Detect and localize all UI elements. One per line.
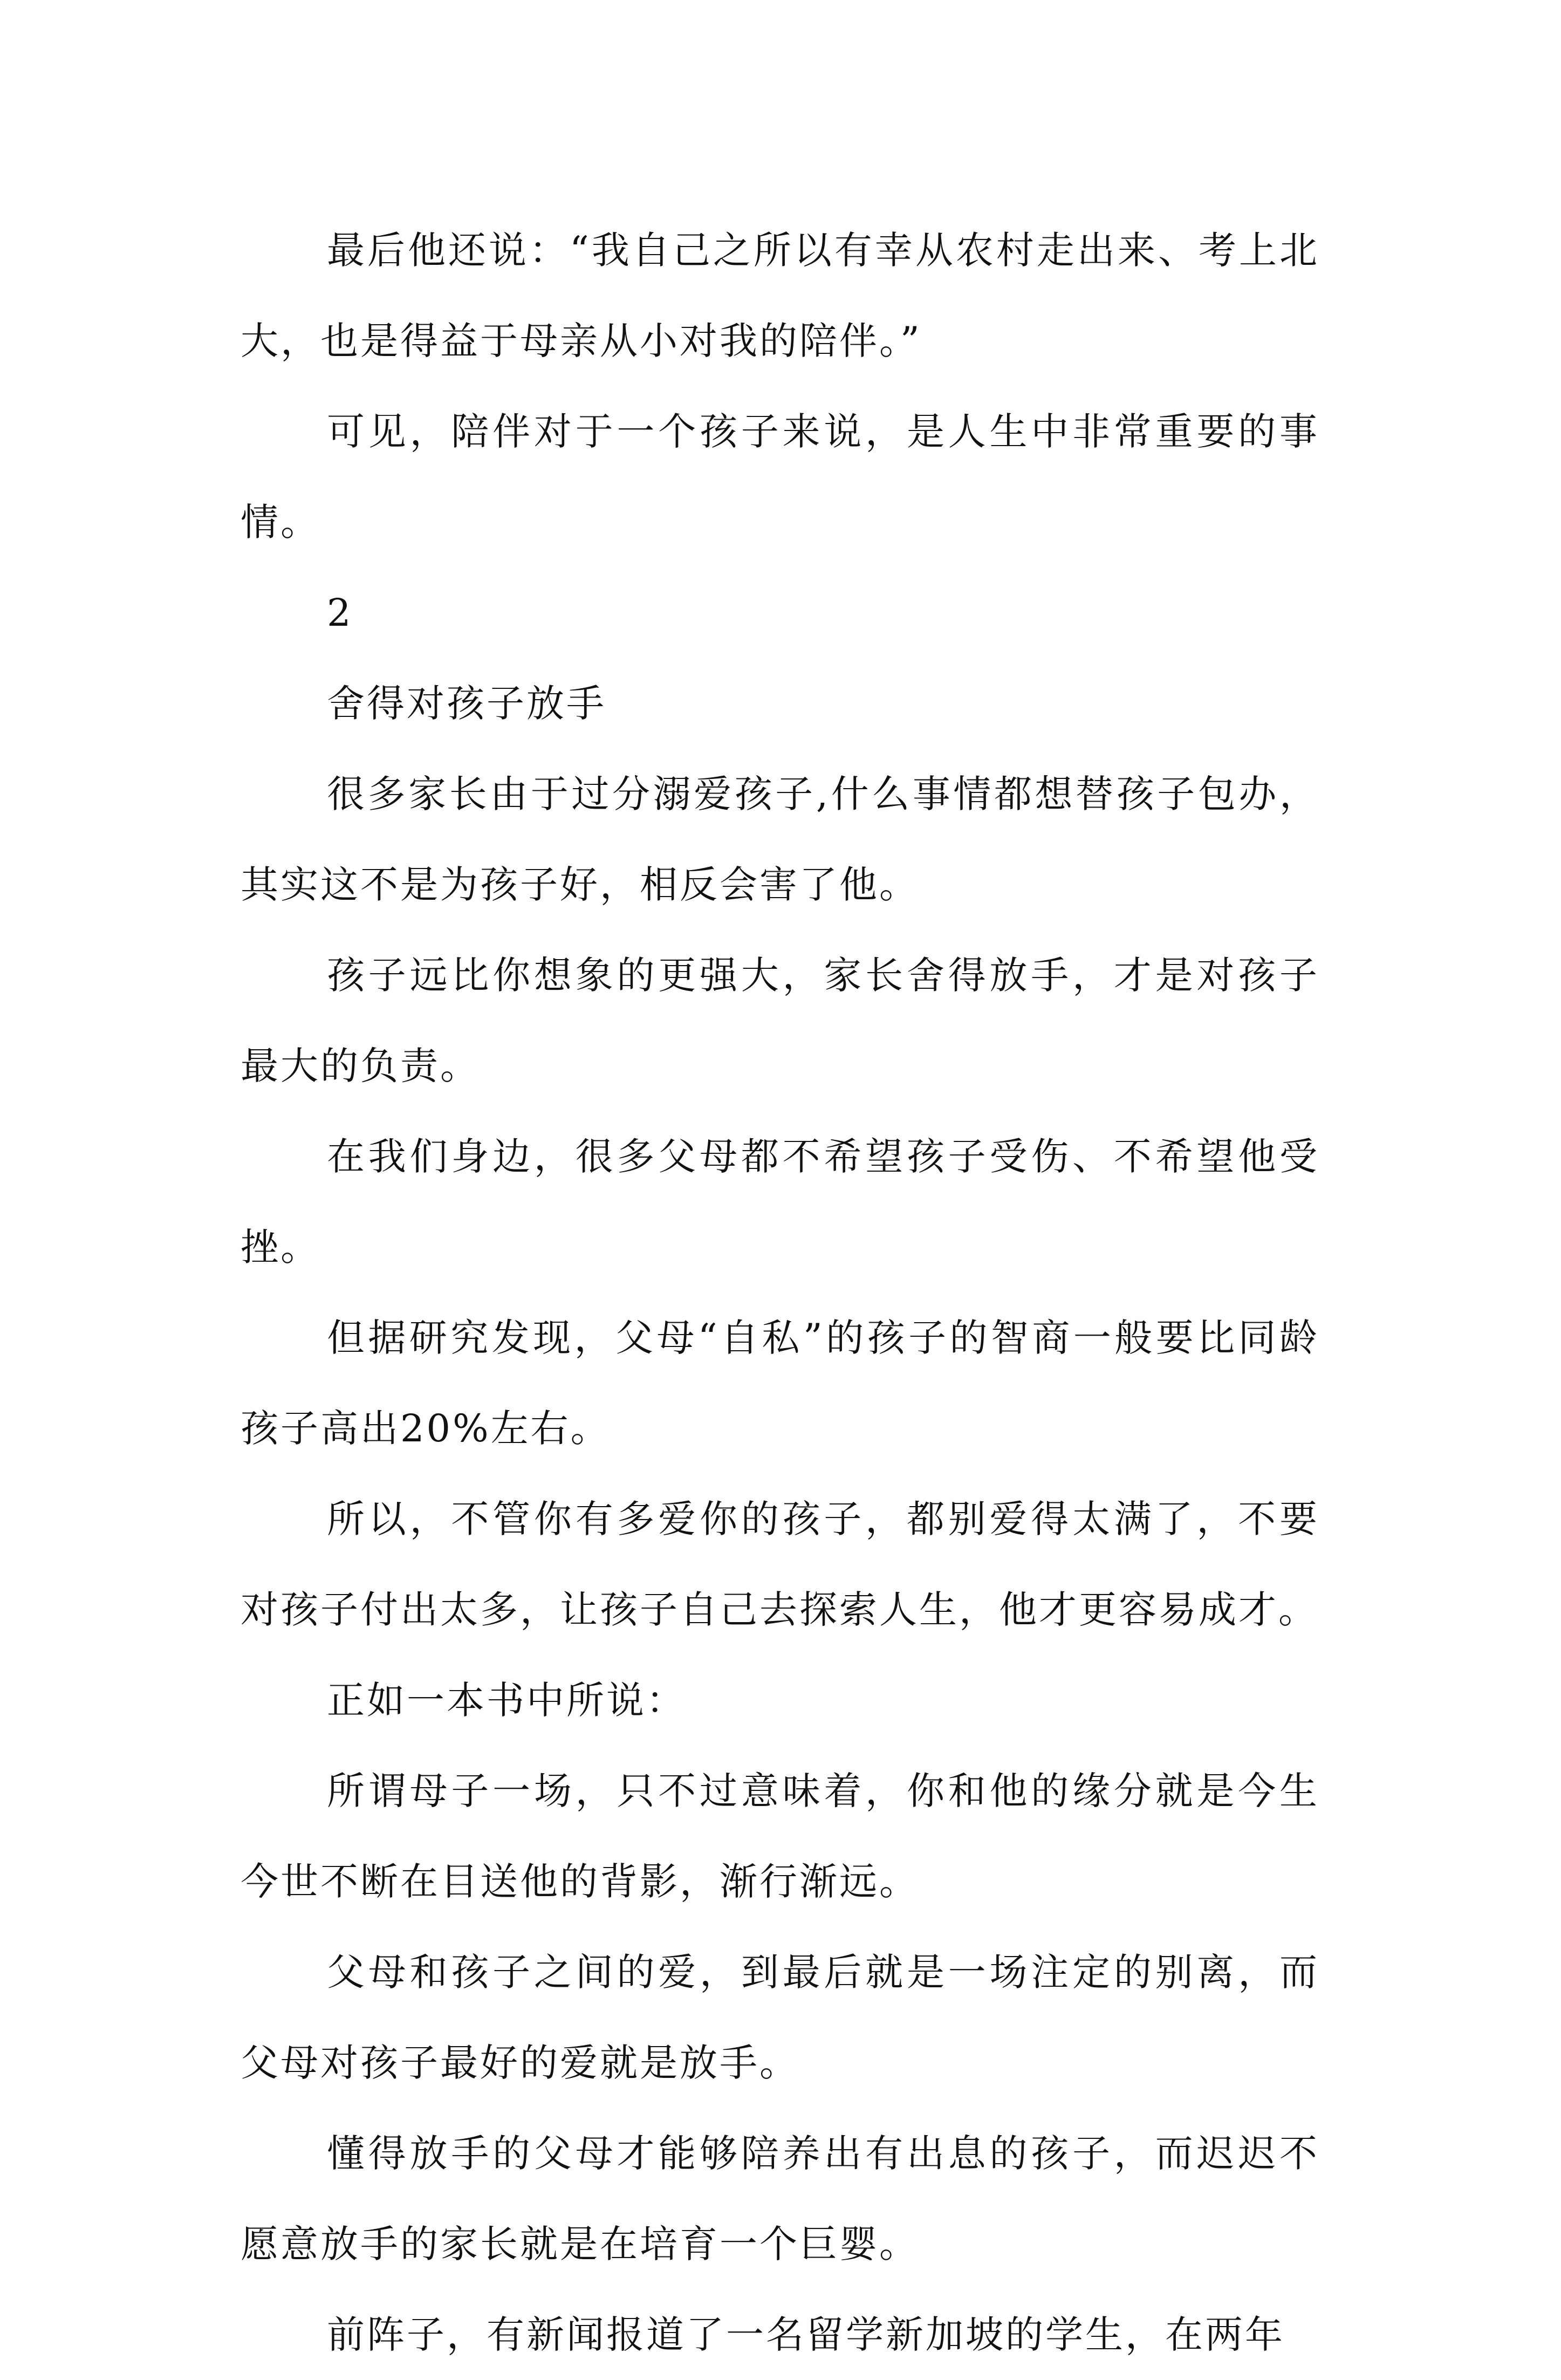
paragraph-13: 懂得放手的父母才能够陪养出有出息的孩子，而迟迟不愿意放手的家长就是在培育一个巨婴。	[241, 2131, 1319, 2266]
paragraph-14: 前阵子，有新闻报道了一名留学新加坡的学生，在两年	[327, 2313, 1285, 2357]
paragraph-10: 正如一本书中所说：	[327, 1678, 686, 1722]
paragraph-11: 所谓母子一场，只不过意味着，你和他的缘分就是今生今世不断在目送他的背影，渐行渐远。	[241, 1769, 1319, 1904]
section-heading: 舍得对孩子放手	[327, 681, 606, 726]
paragraph-8: 但据研究发现，父母“自私”的孩子的智商一般要比同龄孩子高出20%左右。	[241, 1316, 1319, 1451]
paragraph-12: 父母和孩子之间的爱，到最后就是一场注定的别离，而父母对孩子最好的爱就是放手。	[241, 1950, 1319, 2085]
paragraph-5: 很多家长由于过分溺爱孩子,什么事情都想替孩子包办，其实这不是为孩子好，相反会害了他。	[241, 772, 1319, 907]
paragraph-7: 在我们身边，很多父母都不希望孩子受伤、不希望他受挫。	[241, 1134, 1319, 1269]
paragraph-6: 孩子远比你想象的更强大，家长舍得放手，才是对孩子最大的负责。	[241, 953, 1319, 1088]
paragraph-2: 可见，陪伴对于一个孩子来说，是人生中非常重要的事情。	[241, 409, 1319, 544]
document-body	[241, 205, 1319, 2380]
paragraph-9: 所以，不管你有多爱你的孩子，都别爱得太满了，不要对孩子付出太多，让孩子自己去探索人生，他才更容易成才。	[241, 1497, 1319, 1632]
section-number: 2	[327, 591, 353, 635]
paragraph-1: 最后他还说：“我自己之所以有幸从农村走出来、考上北大，也是得益于母亲从小对我的陪伴。”	[241, 228, 1319, 363]
